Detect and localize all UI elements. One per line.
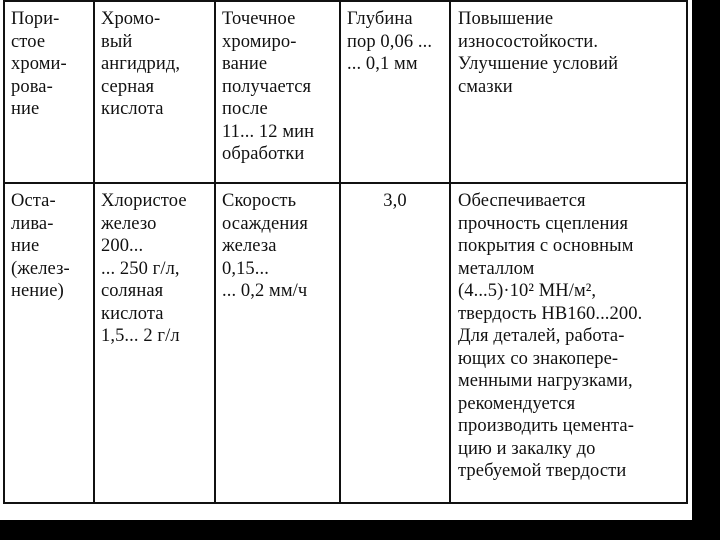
- cell-method: Оста- лива- ние (желез- нение): [4, 183, 94, 503]
- cell-electrolyte: Хлористое железо 200... ... 250 г/л, соляная кислота 1,5... 2 г/л: [94, 183, 215, 503]
- cell-process: Точечное хромиро- вание получается после 11... 12 мин обработки: [215, 1, 340, 183]
- cell-electrolyte: Хромо- вый ангидрид, серная кислота: [94, 1, 215, 183]
- cell-thickness: Глубина пор 0,06 ... ... 0,1 мм: [340, 1, 450, 183]
- cell-process: Скорость осаждения железа 0,15... ... 0,2 мм/ч: [215, 183, 340, 503]
- table-row: [4, 1, 687, 183]
- cell-method: Пори- стое хроми- рова- ние: [4, 1, 94, 183]
- coating-methods-table: [3, 0, 688, 504]
- cell-notes: Обеспечивается прочность сцепления покрытия с основным металлом (4...5)·10² МН/м², твердость НВ160...200. Для деталей, работа- ющих со знакопере- менными нагрузками, рекомендуется производить цемента- цию и закалку до требуемой твердости: [450, 183, 687, 503]
- cell-thickness: 3,0: [340, 183, 450, 503]
- table-row: [4, 183, 687, 503]
- cell-notes: Повышение износостойкости. Улучшение условий смазки: [450, 1, 687, 183]
